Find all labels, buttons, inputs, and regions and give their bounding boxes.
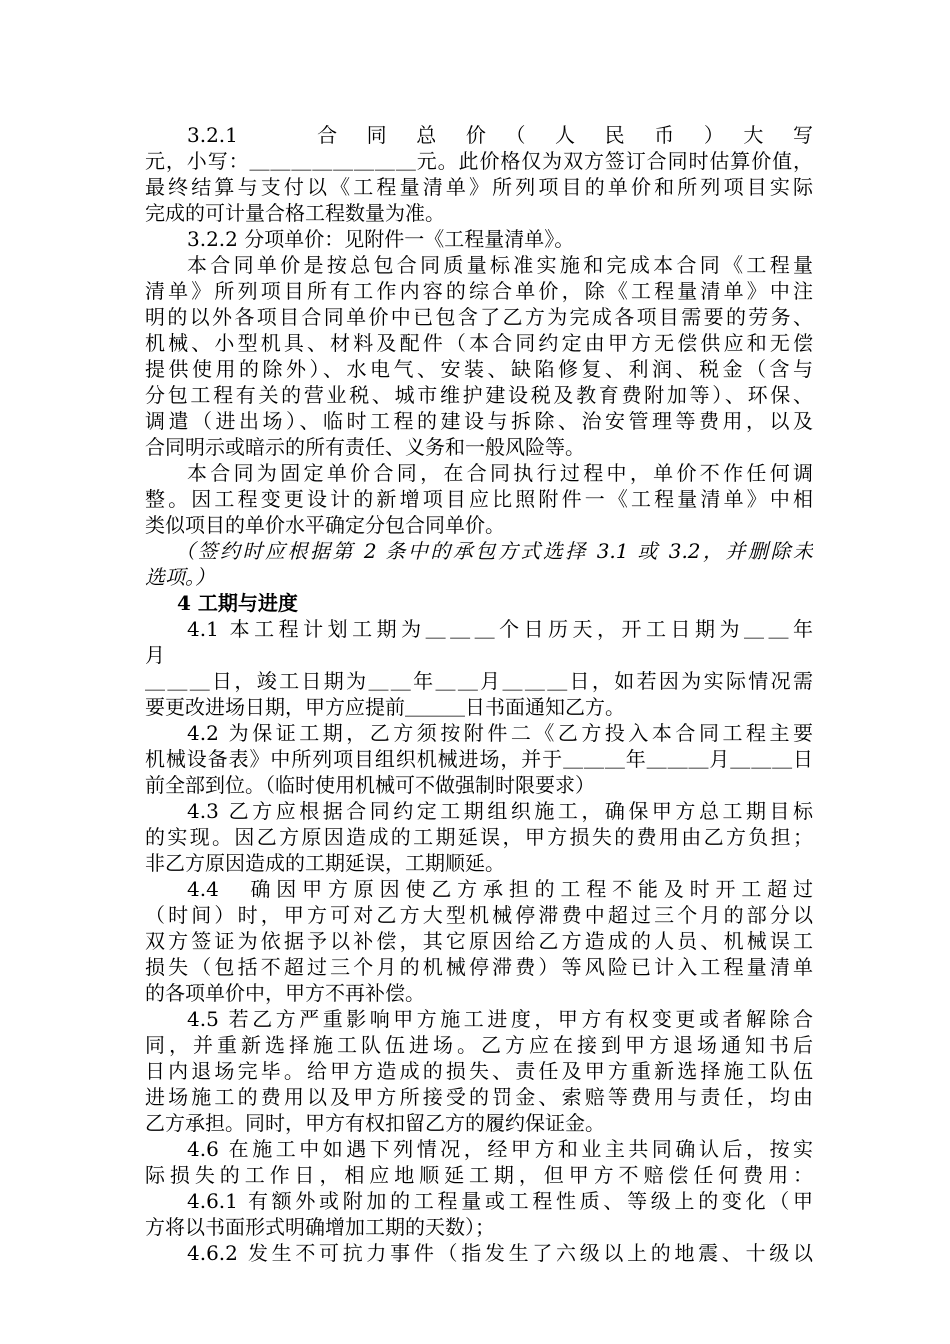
text-line: 损失（包括不超过三个月的机械停滞费）等风险已计入工程量清单 [145,955,813,979]
text-line: 分包工程有关的营业税、城市维护建设税及教育费附加等）、环保、 [145,383,813,407]
text-line: 机械、小型机具、材料及配件（本合同约定由甲方无偿供应和无偿 [145,331,813,355]
signing-note-line: 选项。） [145,565,215,589]
clause-3-2-1-line: 3.2.1 合 同 总 价 （ 人 民 币 ） 大 写 [187,123,813,147]
clause-4-5-line: 4.5 若乙方严重影响甲方施工进度，甲方有权变更或者解除合 [187,1007,813,1031]
text-line: 完成的可计量合格工程数量为准。 [145,201,445,225]
clause-4-1-line: 4.1 本工程计划工期为＿＿＿个日历天，开工日期为＿＿年 [187,617,813,641]
text-line: 本合同单价是按总包合同质量标准实施和完成本合同《工程量 [187,253,813,277]
text-line: 提供使用的除外）、水电气、安装、缺陷修复、利润、税金（含与 [145,357,813,381]
text-line: 类似项目的单价水平确定分包合同单价。 [145,513,505,537]
text-line: 明的以外各项目合同单价中已包含了乙方为完成各项目需要的劳务、 [145,305,813,329]
text-line: 月 [145,643,165,667]
text-line: 非乙方原因造成的工期延误，工期顺延。 [145,851,505,875]
signing-note-line: （签约时应根据第 2 条中的承包方式选择 3.1 或 3.2，并删除未 [175,539,813,563]
text-line: 乙方承担。同时，甲方有权扣留乙方的履约保证金。 [145,1111,605,1135]
clause-4-3-line: 4.3 乙方应根据合同约定工期组织施工，确保甲方总工期目标 [187,799,813,823]
text-line: 日内退场完毕。给甲方造成的损失、责任及甲方重新选择施工队伍 [145,1059,813,1083]
text-line: 最终结算与支付以《工程量清单》所列项目的单价和所列项目实际 [145,175,813,199]
text-line: 清单》所列项目所有工作内容的综合单价，除《工程量清单》中注 [145,279,813,303]
text-line: 的各项单价中，甲方不再补偿。 [145,981,425,1005]
text-line: 机械设备表》中所列项目组织机械进场，并于＿＿＿年＿＿＿月＿＿＿日 [145,747,813,771]
text-line: 要更改进场日期，甲方应提前＿＿＿日书面通知乙方。 [145,695,625,719]
clause-4-6-line: 4.6 在施工中如遇下列情况，经甲方和业主共同确认后，按实 [187,1137,813,1161]
clause-4-4-line: 4.4 确因甲方原因使乙方承担的工程不能及时开工超过 [187,877,813,901]
text-line: 调遣（进出场）、临时工程的建设与拆除、治安管理等费用，以及 [145,409,813,433]
clause-4-6-2-line: 4.6.2 发生不可抗力事件（指发生了六级以上的地震、十级以 [187,1241,813,1265]
clause-4-6-1-line: 4.6.1 有额外或附加的工程量或工程性质、等级上的变化（甲 [187,1189,813,1213]
clause-3-2-2-line: 3.2.2 分项单价：见附件一《工程量清单》。 [187,227,575,251]
contract-page [145,122,813,1266]
text-line: 本合同为固定单价合同，在合同执行过程中，单价不作任何调 [187,461,813,485]
text-line: 前全部到位。（临时使用机械可不做强制时限要求） [145,773,595,797]
text-line: 方将以书面形式明确增加工期的天数）； [145,1215,495,1239]
text-line: 元，小写：＿＿＿＿＿＿＿＿元。此价格仅为双方签订合同时估算价值， [145,149,813,173]
text-line: 际损失的工作日，相应地顺延工期，但甲方不赔偿任何费用： [145,1163,813,1187]
text-line: 的实现。因乙方原因造成的工期延误，甲方损失的费用由乙方负担； [145,825,813,849]
text-line: 进场施工的费用以及甲方所接受的罚金、索赔等费用与责任，均由 [145,1085,813,1109]
text-line: ＿＿＿日，竣工日期为＿＿年＿＿月＿＿＿日，如若因为实际情况需 [145,669,813,693]
clause-4-2-line: 4.2 为保证工期，乙方须按附件二《乙方投入本合同工程主要 [187,721,813,745]
section-4-heading: 4 工期与进度 [177,591,298,615]
text-line: 合同明示或暗示的所有责任、义务和一般风险等。 [145,435,585,459]
text-line: （时间）时，甲方可对乙方大型机械停滞费中超过三个月的部分以 [145,903,813,927]
text-line: 双方签证为依据予以补偿，其它原因给乙方造成的人员、机械误工 [145,929,813,953]
text-line: 整。因工程变更设计的新增项目应比照附件一《工程量清单》中相 [145,487,813,511]
text-line: 同，并重新选择施工队伍进场。乙方应在接到甲方退场通知书后 [145,1033,813,1057]
